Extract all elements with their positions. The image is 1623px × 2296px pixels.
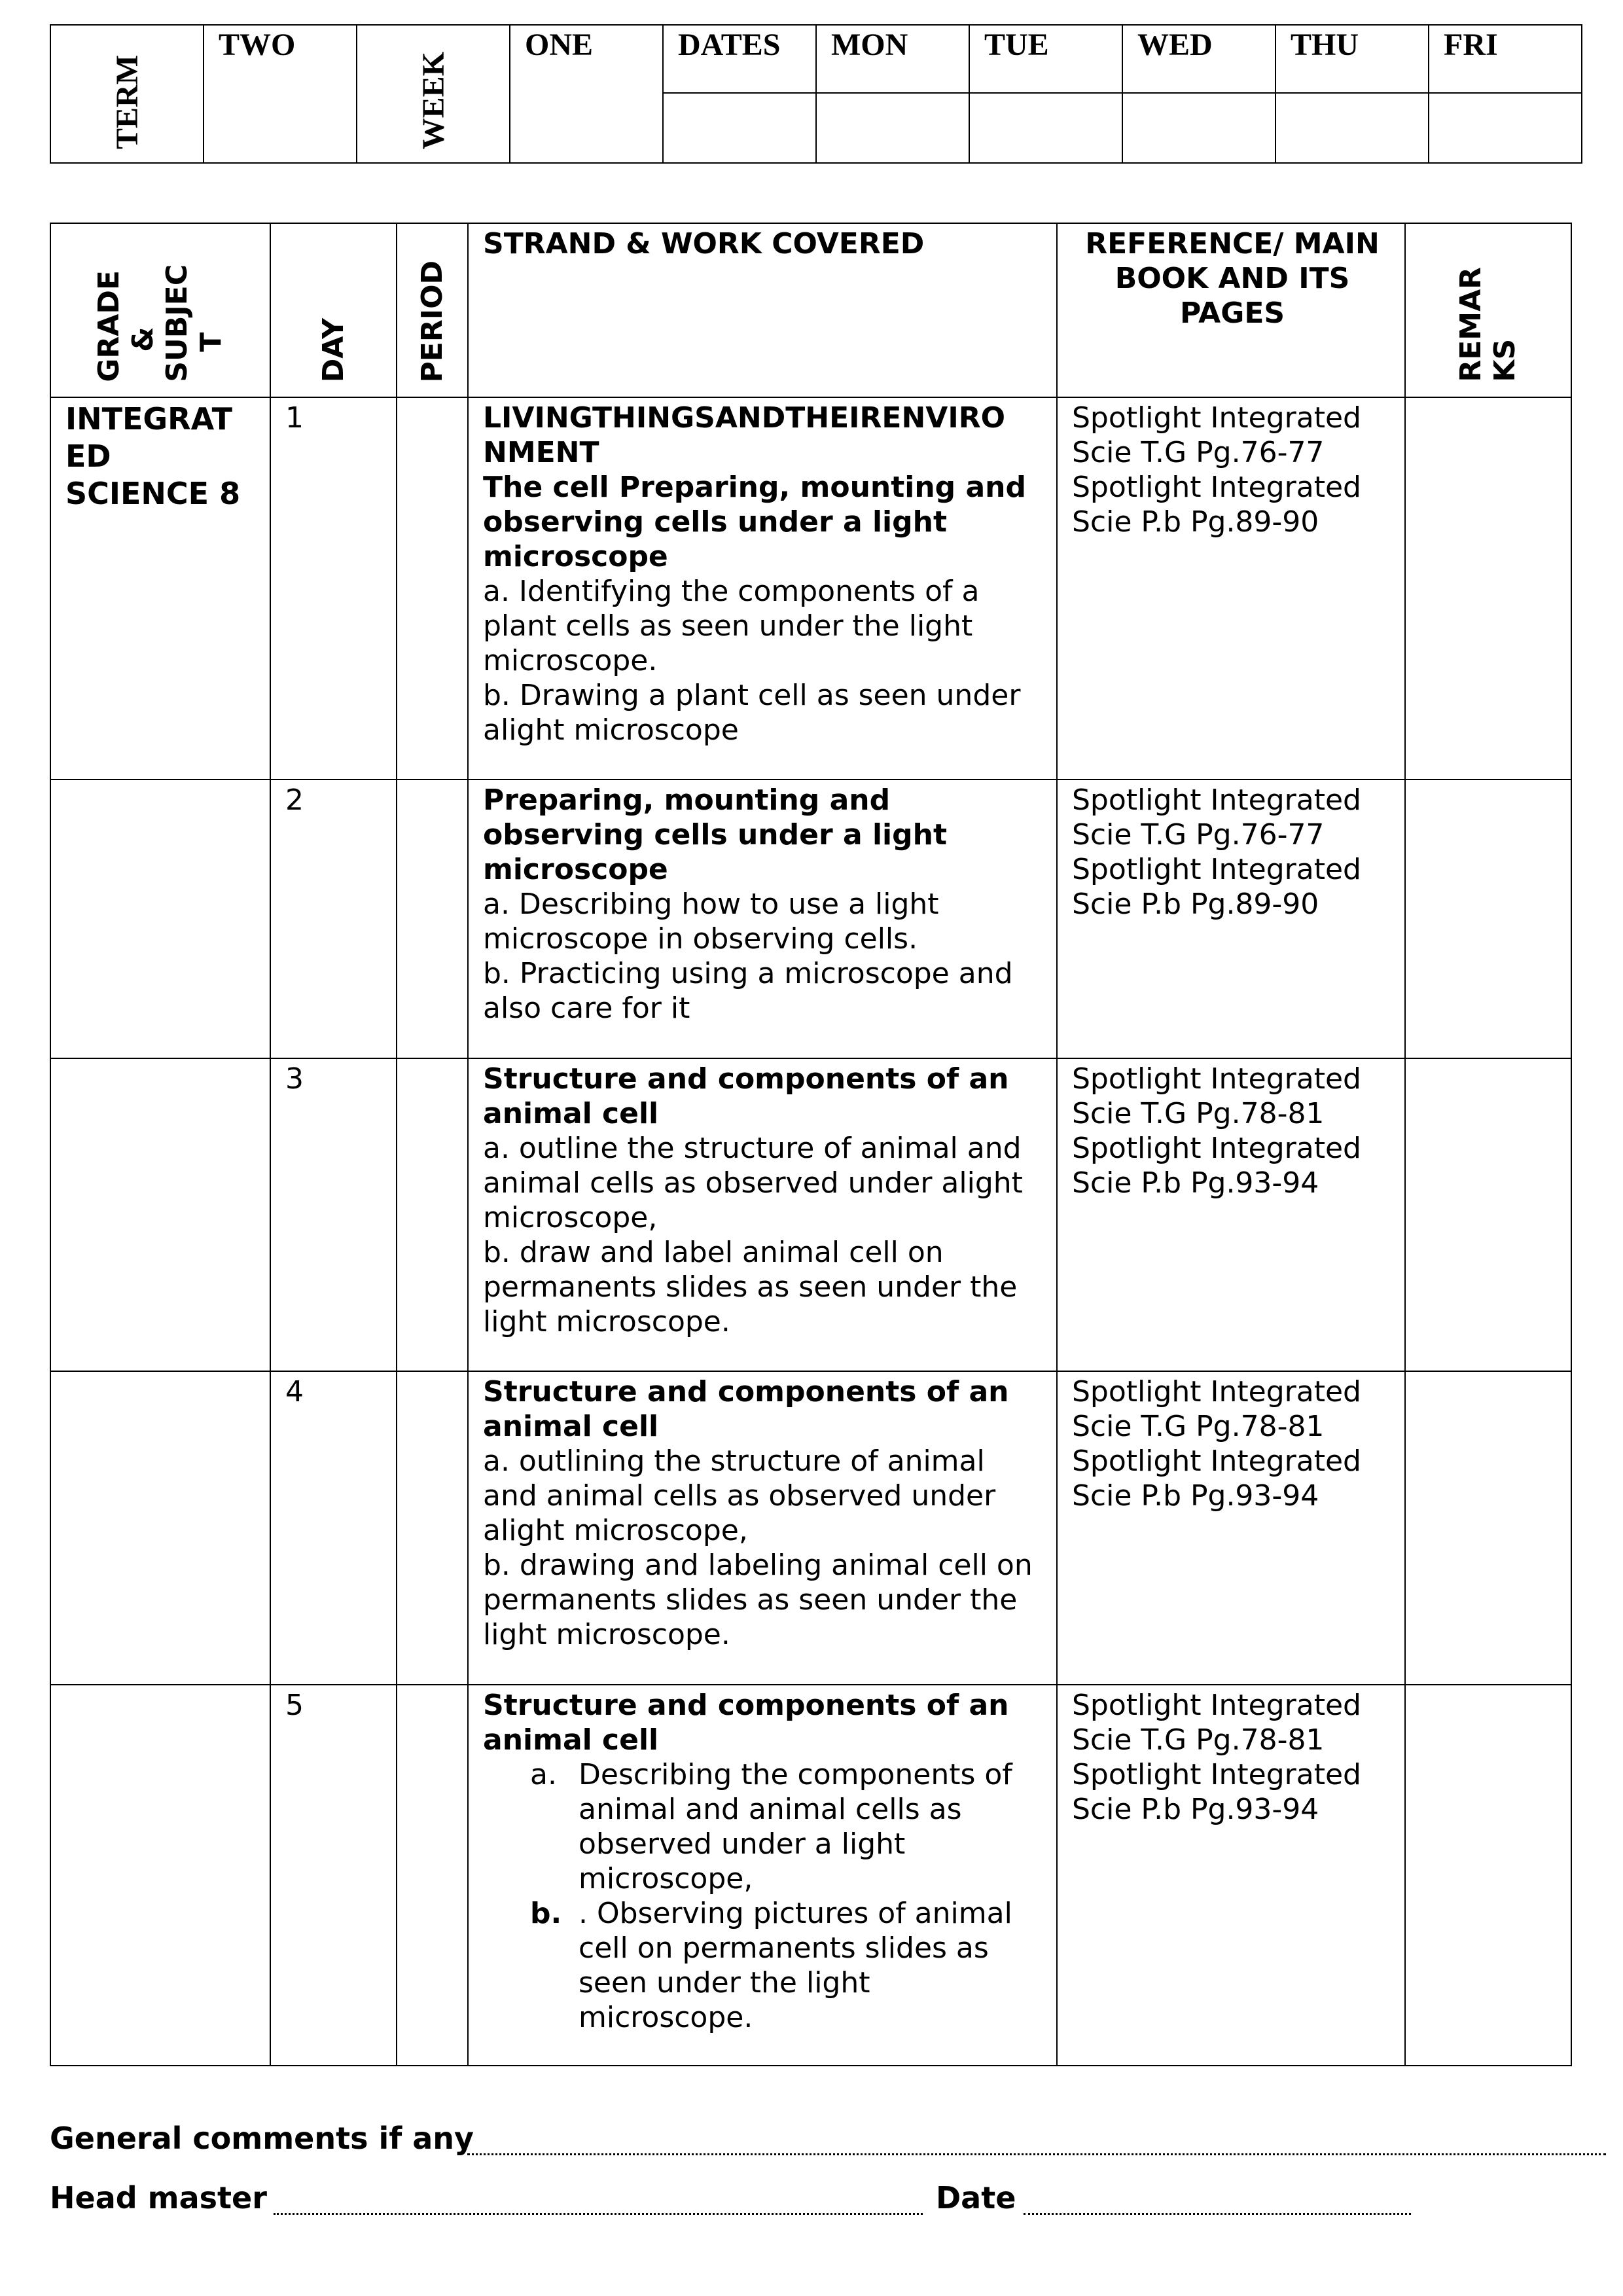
strand-header-label: STRAND & WORK COVERED — [483, 227, 925, 260]
strand-title: LIVINGTHINGSANDTHEIRENVIRO NMENT — [483, 401, 1005, 469]
subject-cell — [50, 1371, 270, 1685]
reference-line: Spotlight Integrated Scie P.b Pg.89-90 — [1072, 471, 1361, 539]
day-label: WED — [1137, 27, 1213, 62]
table-row — [50, 1058, 1571, 1371]
strand-header — [468, 223, 1057, 397]
general-comments-label: General comments if any — [50, 2121, 474, 2156]
reference-header-label: REFERENCE/ MAIN BOOK AND ITS PAGES — [1085, 227, 1380, 330]
period-cell — [397, 780, 468, 1058]
day-number: 1 — [285, 401, 304, 435]
date-cell-fri — [1429, 93, 1582, 163]
remarks-cell — [1405, 397, 1571, 780]
remarks-cell — [1405, 780, 1571, 1058]
day-header-wed — [1122, 25, 1275, 93]
reference-line: Spotlight Integrated Scie P.b Pg.93-94 — [1072, 1758, 1361, 1826]
reference-line: Spotlight Integrated Scie T.G Pg.76-77 — [1072, 401, 1361, 469]
date-line — [936, 2180, 1016, 2215]
topic-title: Structure and components of an animal cell — [483, 1375, 1009, 1443]
day-cell — [270, 1058, 397, 1371]
reference-line: Spotlight Integrated Scie T.G Pg.78-81 — [1072, 1689, 1361, 1757]
scheme-of-work-table — [50, 223, 1572, 2066]
table-row — [50, 1371, 1571, 1685]
subject-name: INTEGRAT ED SCIENCE 8 — [65, 401, 241, 511]
strand-cell — [468, 1058, 1057, 1371]
day-header-mon — [816, 25, 969, 93]
remarks-cell — [1405, 1058, 1571, 1371]
day-label: THU — [1291, 27, 1359, 62]
table-header-row — [50, 223, 1571, 397]
day-number: 4 — [285, 1375, 304, 1408]
work-item: a. outline the structure of animal and animal cells as observed under alight microscope, — [483, 1132, 1023, 1234]
topic-title: Structure and components of an animal cell — [483, 1689, 1009, 1757]
work-item: a. Identifying the components of a plant cells as seen under the light microscope. — [483, 575, 980, 677]
table-row — [50, 1685, 1571, 2066]
work-item: b. drawing and labeling animal cell on permanents slides as seen under the light microscope. — [483, 1549, 1033, 1651]
day-number: 3 — [285, 1062, 304, 1096]
headmaster-line — [50, 2180, 267, 2215]
topic-title: The cell Preparing, mounting and observing cells under a light microscope — [483, 471, 1027, 573]
date-cell-mon — [816, 93, 969, 163]
strand-cell — [468, 397, 1057, 780]
day-number: 5 — [285, 1689, 304, 1722]
date-cell-wed — [1122, 93, 1275, 163]
term-value-cell — [204, 25, 357, 163]
subject-cell — [50, 397, 270, 780]
remarks-header-label: REMAR KS — [1454, 267, 1522, 382]
list-marker: a. — [530, 1758, 557, 1791]
week-value-cell — [510, 25, 663, 163]
list-marker: b. — [530, 1897, 562, 1930]
subject-cell — [50, 1685, 270, 2066]
reference-header — [1057, 223, 1405, 397]
work-item-list — [483, 1757, 1044, 2035]
work-item: b. Drawing a plant cell as seen under alight microscope — [483, 679, 1021, 747]
day-header-fri — [1429, 25, 1582, 93]
list-item-text: . Observing pictures of animal cell on permanents slides as seen under the light microscope. — [579, 1897, 1012, 2034]
work-item: b. draw and label animal cell on permanents slides as seen under the light microscope. — [483, 1236, 1018, 1338]
date-cell-thu — [1275, 93, 1429, 163]
table-row — [50, 780, 1571, 1058]
work-item: b. Practicing using a microscope and also care for it — [483, 957, 1013, 1025]
reference-line: Spotlight Integrated Scie P.b Pg.89-90 — [1072, 853, 1361, 921]
term-label-cell — [50, 25, 204, 163]
day-header-thu — [1275, 25, 1429, 93]
strand-cell — [468, 780, 1057, 1058]
period-cell — [397, 1685, 468, 2066]
week-label-cell — [357, 25, 510, 163]
reference-line: Spotlight Integrated Scie T.G Pg.78-81 — [1072, 1062, 1361, 1130]
reference-line: Spotlight Integrated Scie T.G Pg.76-77 — [1072, 783, 1361, 852]
reference-cell — [1057, 397, 1405, 780]
work-item: a. Describing how to use a light microscope in observing cells. — [483, 888, 939, 956]
date-label: Date — [936, 2180, 1016, 2215]
day-header — [270, 223, 397, 397]
remarks-cell — [1405, 1685, 1571, 2066]
day-number: 2 — [285, 783, 304, 817]
reference-line: Spotlight Integrated Scie T.G Pg.78-81 — [1072, 1375, 1361, 1443]
subject-cell — [50, 1058, 270, 1371]
reference-cell — [1057, 1058, 1405, 1371]
day-cell — [270, 1685, 397, 2066]
week-value: ONE — [525, 27, 594, 62]
remarks-header — [1405, 223, 1571, 397]
term-label: TERM — [109, 55, 145, 149]
day-header-tue — [969, 25, 1122, 93]
dates-empty-cell — [663, 93, 816, 163]
dates-label: DATES — [678, 27, 781, 62]
work-item: a. outlining the structure of animal and animal cells as observed under alight microscope, — [483, 1444, 996, 1547]
dates-label-cell — [663, 25, 816, 93]
table-row — [50, 397, 1571, 780]
period-header — [397, 223, 468, 397]
period-cell — [397, 1058, 468, 1371]
grade-subject-label: GRADE & SUBJEC T — [92, 264, 228, 382]
date-field[interactable] — [1024, 2213, 1411, 2215]
day-cell — [270, 780, 397, 1058]
general-comments-line — [50, 2121, 474, 2156]
period-header-label: PERIOD — [415, 260, 449, 382]
reference-cell — [1057, 1685, 1405, 2066]
week-header-table — [50, 24, 1582, 164]
strand-cell — [468, 1685, 1057, 2066]
day-header-label: DAY — [316, 317, 350, 382]
grade-subject-header — [50, 223, 270, 397]
strand-cell — [468, 1371, 1057, 1685]
reference-cell — [1057, 780, 1405, 1058]
date-cell-tue — [969, 93, 1122, 163]
topic-title: Structure and components of an animal cell — [483, 1062, 1009, 1130]
period-cell — [397, 397, 468, 780]
day-label: MON — [831, 27, 908, 62]
day-label: TUE — [984, 27, 1049, 62]
day-cell — [270, 1371, 397, 1685]
list-item-text: Describing the components of animal and animal cells as observed under a light microscope, — [579, 1758, 1012, 1895]
list-item — [530, 1896, 1044, 2035]
week-label: WEEK — [416, 51, 451, 149]
period-cell — [397, 1371, 468, 1685]
headmaster-label: Head master — [50, 2180, 267, 2215]
headmaster-signature-field[interactable] — [274, 2213, 923, 2215]
day-label: FRI — [1444, 27, 1498, 62]
reference-line: Spotlight Integrated Scie P.b Pg.93-94 — [1072, 1132, 1361, 1200]
reference-cell — [1057, 1371, 1405, 1685]
subject-cell — [50, 780, 270, 1058]
remarks-cell — [1405, 1371, 1571, 1685]
reference-line: Spotlight Integrated Scie P.b Pg.93-94 — [1072, 1444, 1361, 1513]
topic-title: Preparing, mounting and observing cells under a light microscope — [483, 783, 947, 886]
general-comments-field[interactable] — [467, 2153, 1606, 2155]
term-value: TWO — [219, 27, 296, 62]
list-item — [530, 1757, 1044, 1896]
day-cell — [270, 397, 397, 780]
